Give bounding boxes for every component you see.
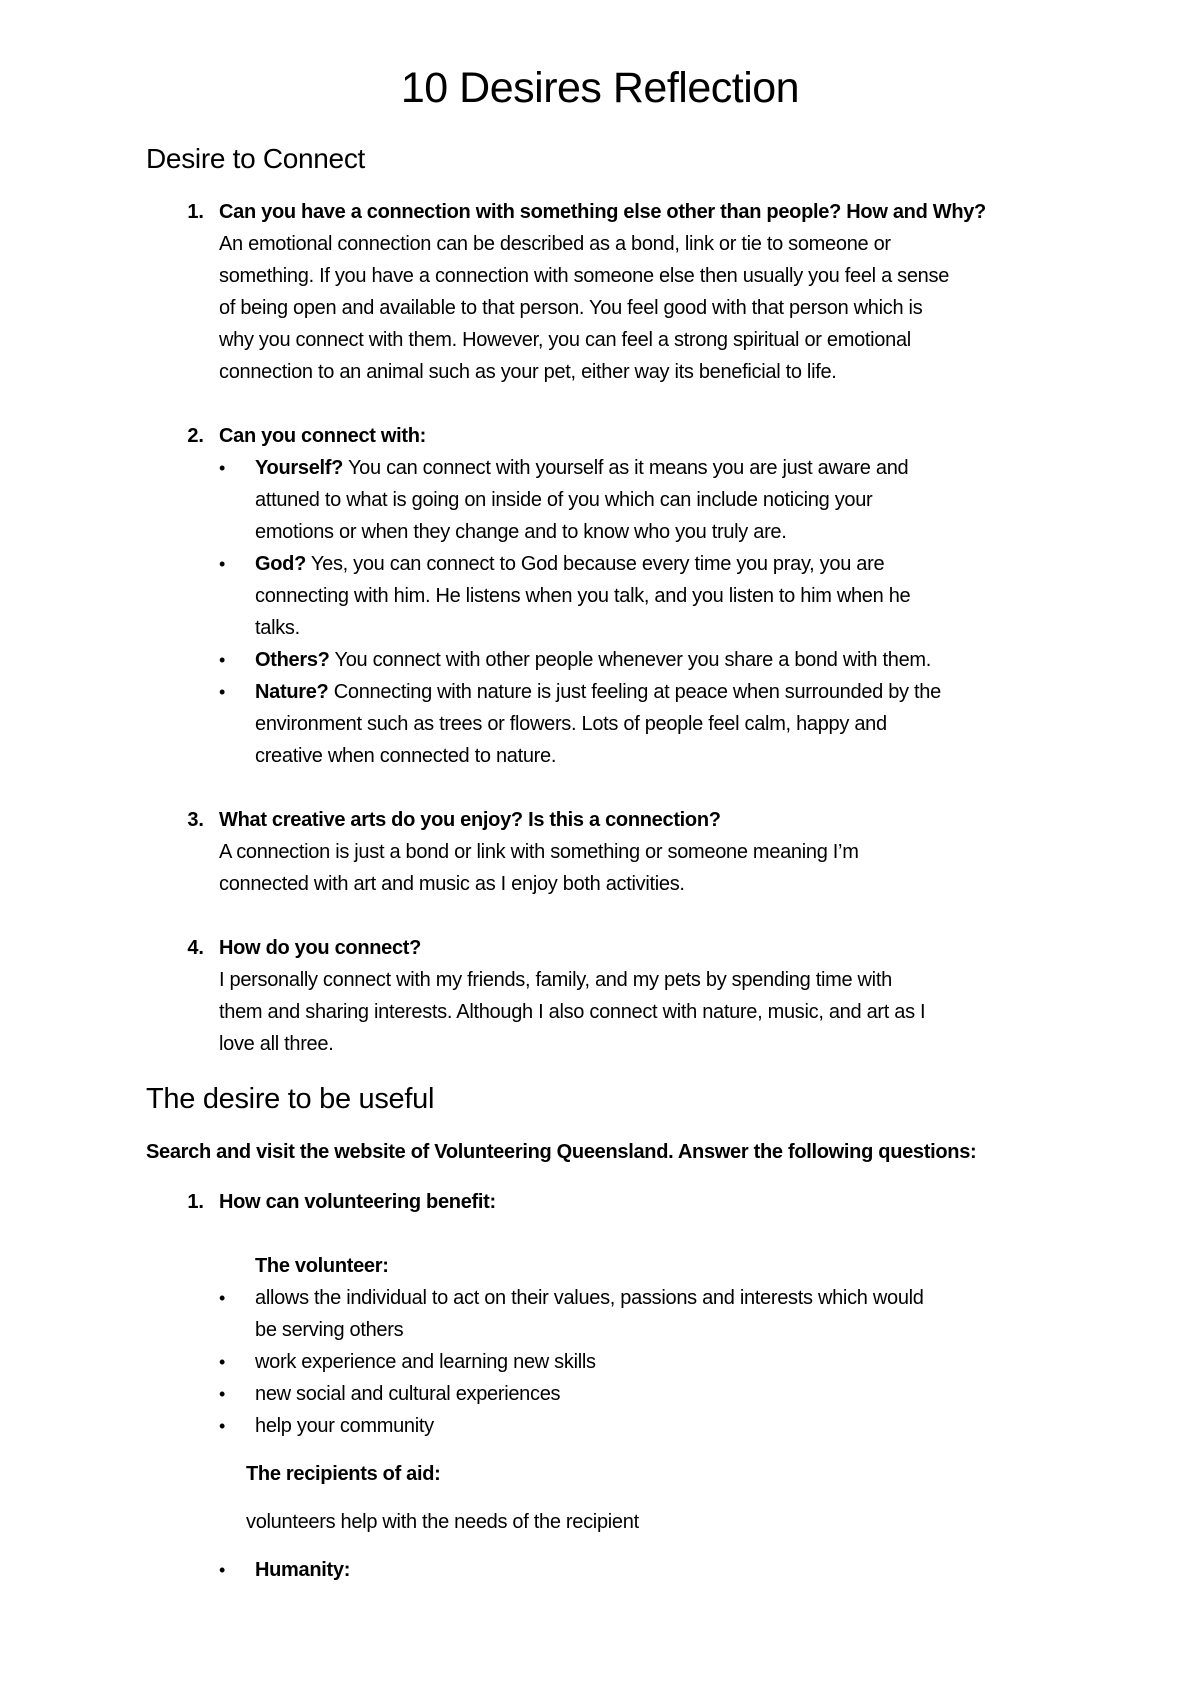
bullet-icon: • [219, 554, 226, 574]
bullet-icon: • [219, 682, 226, 702]
subheading-recipients: The recipients of aid: [246, 1463, 441, 1485]
bullet-icon: • [219, 650, 226, 670]
list-item-line: connecting with him. He listens when you talk, and you listen to him when he [255, 585, 911, 607]
answer-line: of being open and available to that person. You feel good with that person which is [219, 297, 923, 319]
subheading-volunteer: The volunteer: [255, 1255, 389, 1277]
list-item-line: attuned to what is going on inside of you which can include noticing your [255, 489, 873, 511]
list-item-line: environment such as trees or flowers. Lots of people feel calm, happy and [255, 713, 887, 735]
bullet-icon: • [219, 1288, 226, 1308]
list-number: 2. [187, 425, 204, 447]
item-text: Yes, you can connect to God because every time you pray, you are [306, 553, 885, 575]
list-item [255, 548, 884, 580]
item-text: Connecting with nature is just feeling at peace when surrounded by the [328, 681, 941, 703]
list-item [255, 676, 941, 708]
list-item-line: be serving others [255, 1319, 404, 1341]
list-item: allows the individual to act on their values, passions and interests which would [255, 1287, 924, 1309]
list-item: help your community [255, 1415, 434, 1437]
list-item-line: talks. [255, 617, 300, 639]
answer-line: A connection is just a bond or link with something or someone meaning I’m [219, 841, 859, 863]
question-volunteering: How can volunteering benefit: [219, 1191, 496, 1213]
list-number: 1. [187, 1191, 204, 1213]
section-heading-useful: The desire to be useful [146, 1083, 435, 1115]
item-text: You can connect with yourself as it means you are just aware and [343, 457, 909, 479]
list-number: 1. [187, 201, 204, 223]
item-label: Yourself? [255, 457, 344, 479]
item-label: Others? [255, 649, 330, 671]
answer-line: An emotional connection can be described as a bond, link or tie to someone or [219, 233, 891, 255]
answer-line: them and sharing interests. Although I also connect with nature, music, and art as I [219, 1001, 926, 1023]
list-item [255, 452, 908, 484]
bullet-icon: • [219, 1384, 226, 1404]
recipients-text: volunteers help with the needs of the recipient [246, 1511, 639, 1533]
page-title: 10 Desires Reflection [400, 64, 800, 112]
answer-line: something. If you have a connection with someone else then usually you feel a sense [219, 265, 950, 287]
list-item: new social and cultural experiences [255, 1383, 561, 1405]
list-number: 3. [187, 809, 204, 831]
answer-line: I personally connect with my friends, family, and my pets by spending time with [219, 969, 892, 991]
section-heading-connect: Desire to Connect [146, 143, 366, 174]
question-3: What creative arts do you enjoy? Is this a connection? [219, 809, 721, 831]
list-item-line: emotions or when they change and to know who you truly are. [255, 521, 787, 543]
item-text: You connect with other people whenever you share a bond with them. [329, 649, 932, 671]
instruction-text: Search and visit the website of Volunteering Queensland. Answer the following questions: [146, 1141, 977, 1163]
item-label: God? [255, 553, 307, 575]
question-2: Can you connect with: [219, 425, 427, 447]
list-number: 4. [187, 937, 204, 959]
bullet-icon: • [219, 458, 226, 478]
list-item: work experience and learning new skills [255, 1351, 596, 1373]
answer-line: connected with art and music as I enjoy both activities. [219, 873, 685, 895]
bullet-icon: • [219, 1416, 226, 1436]
list-item-line: creative when connected to nature. [255, 745, 557, 767]
answer-line: connection to an animal such as your pet, either way its beneficial to life. [219, 361, 837, 383]
bullet-icon: • [219, 1352, 226, 1372]
question-1: Can you have a connection with something else other than people? How and Why? [219, 201, 986, 223]
answer-line: love all three. [219, 1033, 334, 1055]
bullet-icon: • [219, 1560, 226, 1580]
answer-line: why you connect with them. However, you can feel a strong spiritual or emotional [219, 329, 911, 351]
subheading-humanity: Humanity: [255, 1559, 351, 1581]
list-item [255, 644, 931, 676]
item-label: Nature? [255, 681, 329, 703]
question-4: How do you connect? [219, 937, 422, 959]
